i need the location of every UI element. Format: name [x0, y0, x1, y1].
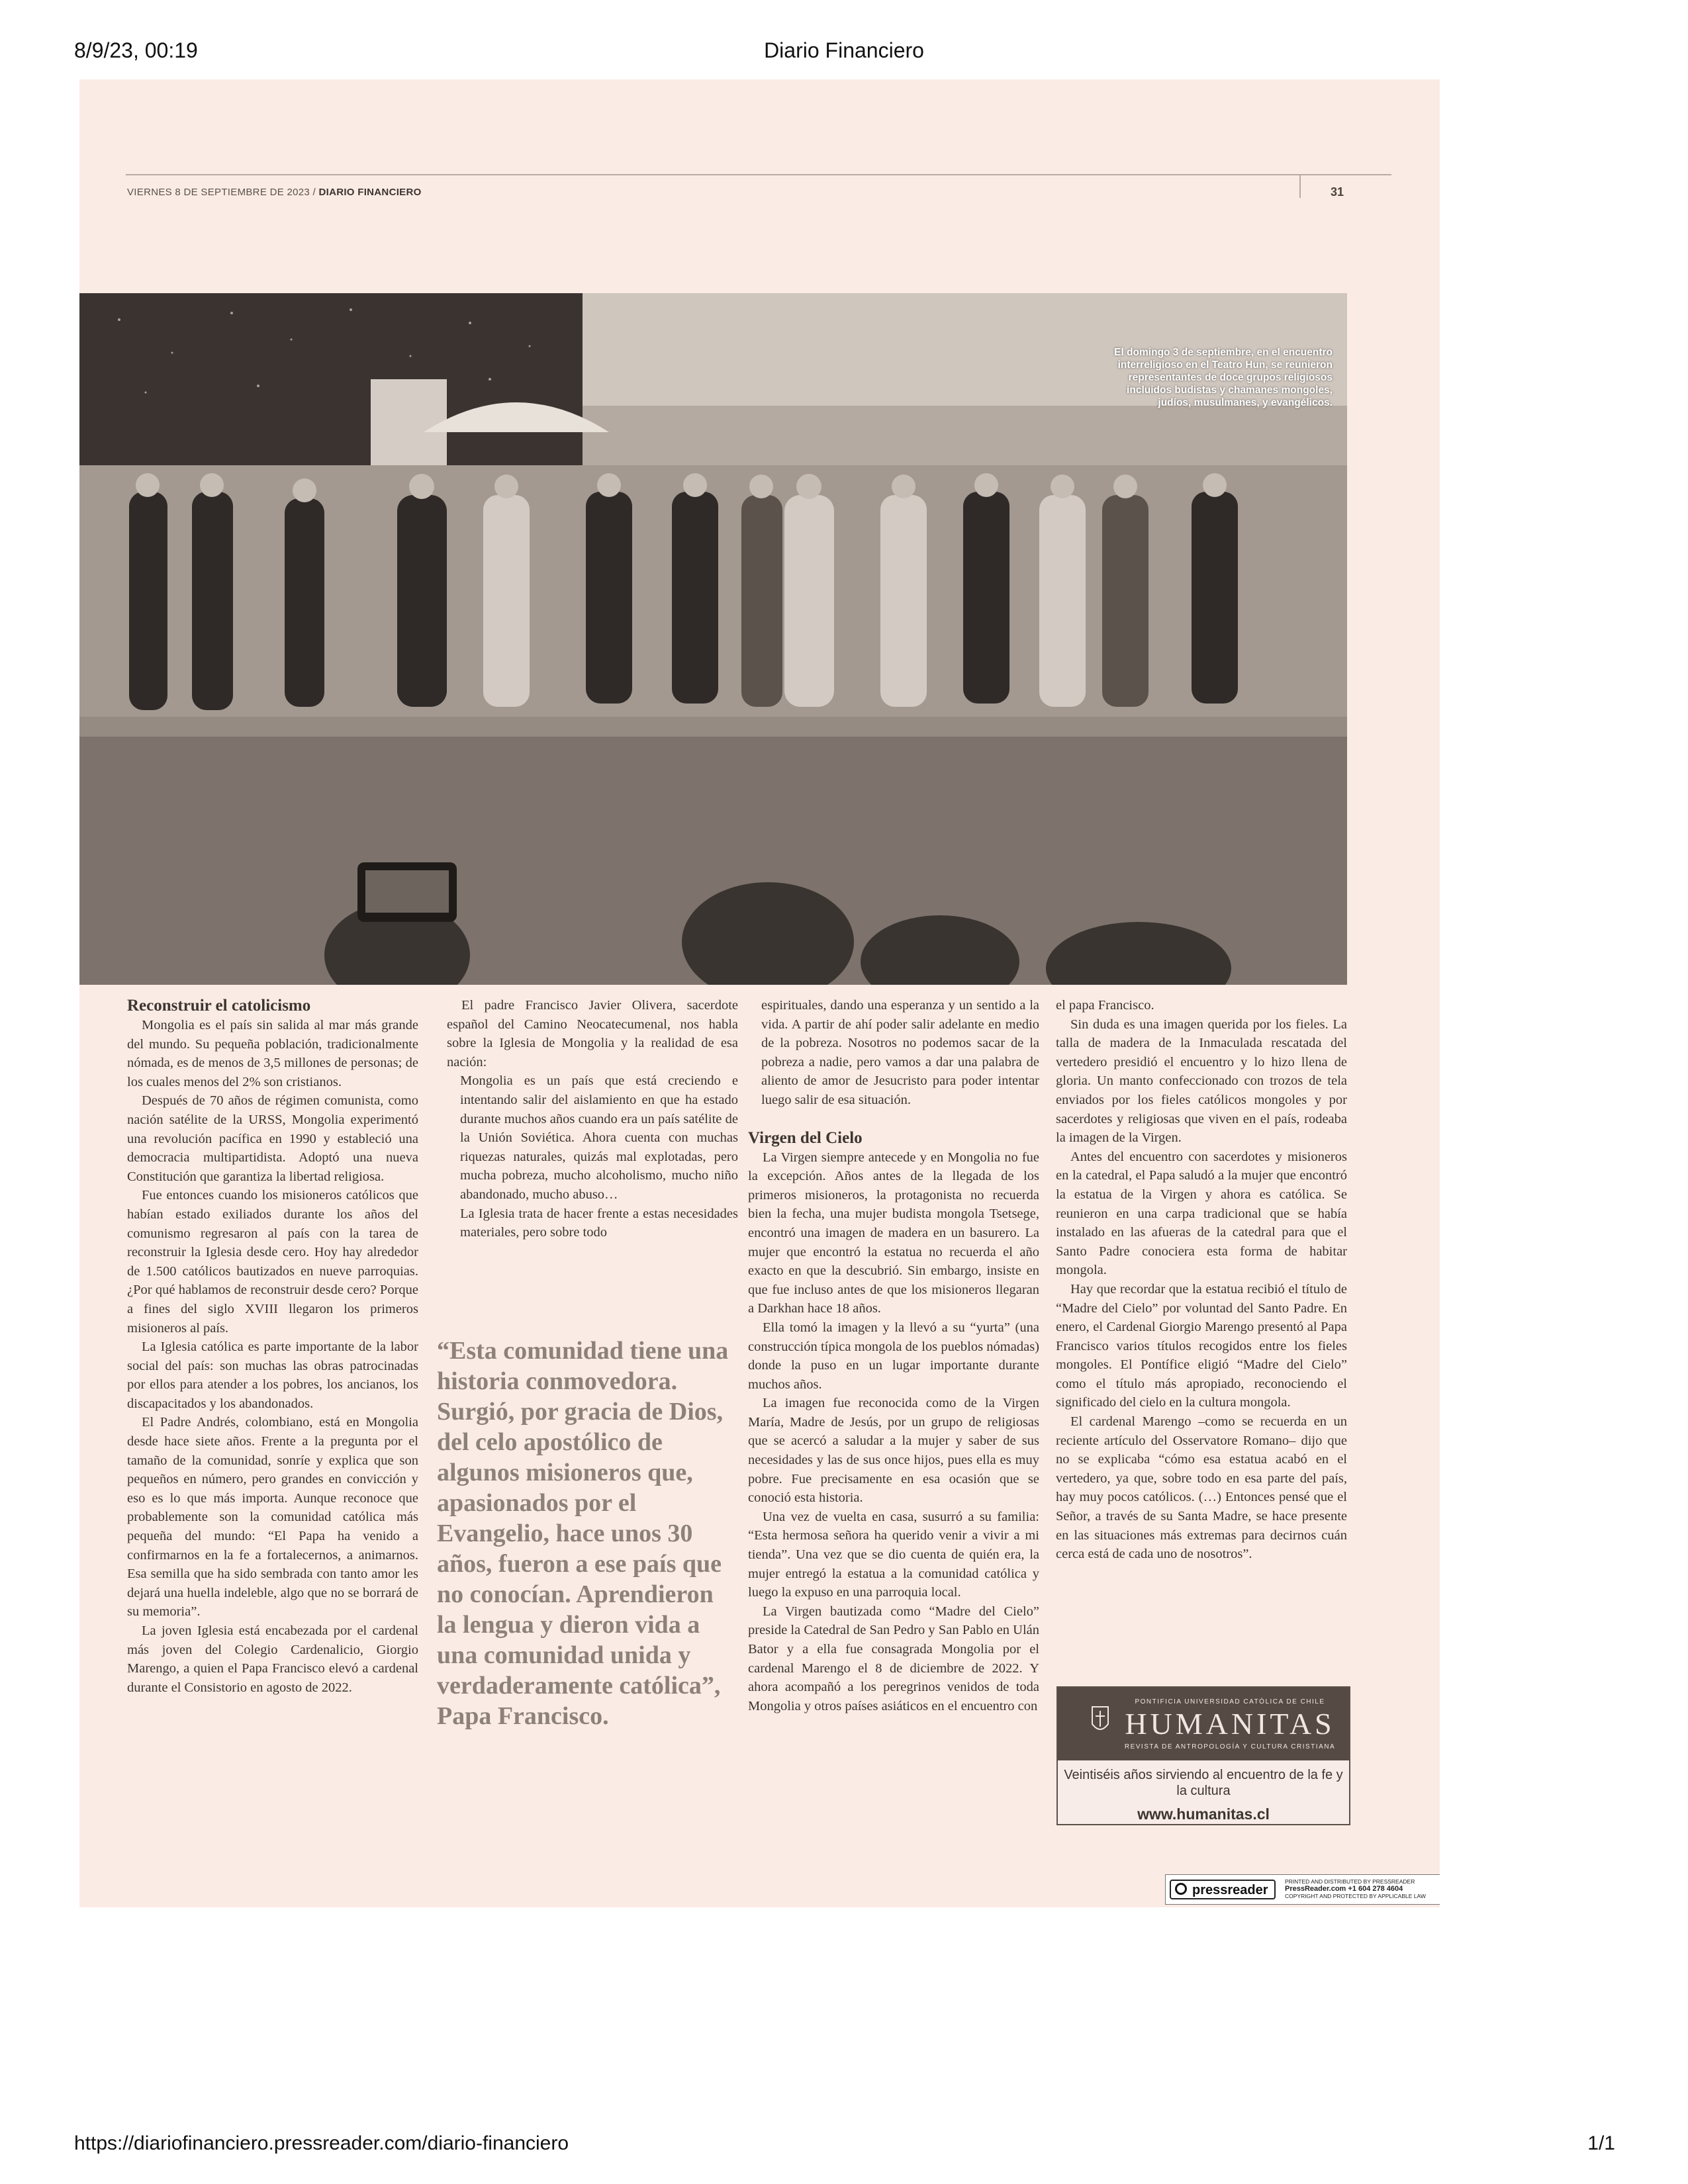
- paragraph: El cardenal Marengo –como se recuerda en un reciente artículo del Osservatore Romano– dijo que no se explicaba “cómo esa estatua acabó en el vertedero, ya que, sobre todo en esa parte del país, hay muy pocos católicos. (…) Entonces pensé que el Señor, a través de su Santa Madre, se hace presente en las situaciones más extremas para decirnos cuán cerca está de cada uno de nosotros”.: [1056, 1414, 1347, 1562]
- paragraph: Sin duda es una imagen querida por los fieles. La talla de madera de la Inmaculada rescatada del vertedero presidió el encuentro y lo hizo llena de gloria. Un manto confeccionado con trozos de tela enviados por los fieles católicos mongoles y por sacerdotes y religiosas que viven en el país, rodeaba la imagen de la Virgen.: [1056, 1017, 1347, 1146]
- print-url: https://diariofinanciero.pressreader.com/diario-financiero: [74, 2132, 569, 2154]
- paragraph: Después de 70 años de régimen comunista, como nación satélite de la URSS, Mongolia experimentó una revolución pacífica en 1990 y estableció una democracia multipartidista. Adoptó una nueva Constitución que garantiza la libertad religiosa.: [127, 1093, 418, 1184]
- header-rule: [126, 174, 1391, 175]
- paragraph: Hay que recordar que la estatua recibió el título de “Madre del Cielo” por voluntad del Santo Padre. En enero, el Cardenal Giorgio Marengo presentó al Papa Francisco varios títulos recogidos entre los fieles mongoles. El Pontífice eligió “Madre del Cielo” como el título más apropiado, reconociendo el significado del cielo en la cultura mongola.: [1056, 1281, 1347, 1410]
- print-footer: [0, 2132, 1688, 2165]
- print-header: [0, 38, 1688, 71]
- ad-subtitle: REVISTA DE ANTROPOLOGÍA Y CULTURA CRISTIANA: [1124, 1743, 1336, 1751]
- pressreader-icon: [1175, 1883, 1187, 1895]
- university-crest-icon: [1090, 1704, 1111, 1736]
- paragraph: Antes del encuentro con sacerdotes y misioneros en la catedral, el Papa saludó a la mujer que encontró la estatua de la Virgen y ahora es católica. Se reunieron en una carpa tradicional que se había instalado en las afueras de la catedral para que el Santo Padre conociera esta forma de habitar mongola.: [1056, 1149, 1347, 1278]
- print-date: 8/9/23, 00:19: [74, 38, 198, 62]
- folio: [127, 187, 422, 198]
- header-tick: [1299, 174, 1301, 198]
- paragraph: Una vez de vuelta en casa, susurró a su familia: “Esta hermosa señora ha querido venir a vivir a mi tienda”. Una vez que se dio cuenta de quién era, la mujer entregó la estatua a la comunidad católica y luego la expuso en una parroquia local.: [748, 1509, 1039, 1600]
- folio-publication: DIARIO FINANCIERO: [318, 187, 422, 198]
- paragraph: Mongolia es el país sin salida al mar más grande del mundo. Su pequeña población, tradicionalmente nómada, es de menos de 3,5 millones de personas; de los cuales menos del 2% son cristianos.: [127, 1018, 418, 1089]
- photo-caption: El domingo 3 de septiembre, en el encuentro interreligioso en el Teatro Hun, se reunieron representantes de doce grupos religiosos incluidos budistas y chamanes mongoles, judíos, musulmanes, y evangélicos.: [1114, 347, 1333, 408]
- pressreader-logo[interactable]: [1170, 1880, 1276, 1899]
- quote-paragraph: La Iglesia trata de hacer frente a estas necesidades materiales, pero sobre todo: [460, 1206, 738, 1240]
- article-column-1: [127, 996, 418, 1697]
- paragraph: La joven Iglesia está encabezada por el cardenal más joven del Colegio Cardenalicio, Giorgio Marengo, a quien el Papa Francisco elevó a cardenal durante el Consistorio en agosto de 2022.: [127, 1623, 418, 1695]
- humanitas-ad[interactable]: [1056, 1686, 1350, 1825]
- indented-quote: [447, 1071, 738, 1242]
- lead-photo: [79, 293, 1347, 985]
- paragraph: La Iglesia católica es parte importante de la labor social del país: son muchas las obras patrocinadas por ellos para atender a los pobres, los ancianos, los discapacitados y los abandonados.: [127, 1340, 418, 1411]
- page-number: 31: [1331, 185, 1344, 199]
- paragraph: El padre Francisco Javier Olivera, sacerdote español del Camino Neocatecumenal, nos habla sobre la Iglesia de Mongolia y la realidad de esa nación:: [447, 998, 738, 1069]
- article-column-4: [1056, 996, 1347, 1564]
- paragraph: La Virgen siempre antecede y en Mongolia no fue la excepción. Años antes de la llegada de los primeros misioneros, la protagonista no recuerda bien la fecha, una mujer budista mongola Tsetsege, encontró una imagen de madera en un basurero. La mujer que encontró la estatua no recuerda el año exacto en que la descubrió. Sin embargo, insiste en que fue incluso antes de que los misioneros llegaran a Darkhan hace 18 años.: [748, 1150, 1039, 1316]
- folio-date: VIERNES 8 DE SEPTIEMBRE DE 2023 /: [127, 187, 316, 198]
- paragraph: La Virgen bautizada como “Madre del Cielo” preside la Catedral de San Pedro y San Pablo en Ulán Bator y a ella fue consagrada Mongolia por el cardenal Marengo el 8 de diciembre de 2022. Y ahora acompañó a los peregrinos venidos de toda Mongolia y otros países asiáticos en el encuentro con: [748, 1604, 1039, 1713]
- ad-url[interactable]: www.humanitas.cl: [1137, 1805, 1270, 1823]
- pressreader-logo-text: pressreader: [1192, 1883, 1268, 1897]
- quote-paragraph: Mongolia es un país que está creciendo e intentando salir del aislamiento en que ha estado durante muchos años cuando era un país satélite de la Unión Soviética. Ahora cuenta con muchas riquezas naturales, quizás mal explotadas, pero mucha pobreza, mucho alcoholismo, mucho niño abandonado, mucho abuso…: [460, 1073, 738, 1202]
- section-heading-virgen: Virgen del Cielo: [748, 1128, 863, 1147]
- paragraph: Ella tomó la imagen y la llevó a su “yurta” (una construcción típica mongola de los pueblos nómadas) donde la puso en un lugar importante durante muchos años.: [748, 1320, 1039, 1392]
- ad-tagline: Veintiséis años sirviendo al encuentro de la fe y la cultura: [1064, 1768, 1343, 1798]
- print-page-count: 1/1: [1587, 2132, 1615, 2154]
- ad-university: PONTIFICIA UNIVERSIDAD CATÓLICA DE CHILE: [1135, 1698, 1325, 1706]
- pressreader-line: COPYRIGHT AND PROTECTED BY APPLICABLE LAW: [1285, 1893, 1426, 1899]
- paragraph: La imagen fue reconocida como de la Virgen María, Madre de Jesús, por un grupo de religiosas que se acercó a saludar a la mujer y saber de sus necesidades y las de sus once hijos, pues ella es muy pobre. Fue precisamente en esa ocasión que se conoció esta historia.: [748, 1396, 1039, 1506]
- section-heading-reconstruir: Reconstruir el catolicismo: [127, 997, 311, 1015]
- article-column-2: [447, 996, 738, 1242]
- paragraph: el papa Francisco.: [1056, 998, 1154, 1013]
- pressreader-line: PRINTED AND DISTRIBUTED BY PRESSREADER: [1285, 1878, 1415, 1885]
- paragraph: El Padre Andrés, colombiano, está en Mongolia desde hace siete años. Frente a la pregunta por el tamaño de la comunidad, sonríe y explica que son pequeños en número, pero grandes en convicción y eso es lo que más importa. Aunque reconoce que probablemente son la comunidad católica más pequeña del mundo: “El Papa ha venido a confirmarnos en la fe a fortalecernos, a animarnos. Esa semilla que ha sido sembrada con tanto amor les dejará una huella indeleble, algo que no se borrará de su memoria”.: [127, 1415, 418, 1619]
- pull-quote: “Esta comunidad tiene una historia conmovedora. Surgió, por gracia de Dios, del celo apostólico de algunos misioneros que, apasionados por el Evangelio, hace unos 30 años, fueron a ese país que no conocían. Aprendieron la lengua y dieron vida a una comunidad unida y verdaderamente católica”, Papa Francisco.: [437, 1337, 729, 1730]
- newspaper-page: [79, 79, 1440, 1907]
- pressreader-contact: PressReader.com +1 604 278 4604: [1285, 1885, 1403, 1893]
- indented-quote: [748, 996, 1039, 1110]
- ad-banner: [1058, 1688, 1349, 1760]
- quote-paragraph: espirituales, dando una esperanza y un sentido a la vida. A partir de ahí poder salir adelante en medio de la pobreza. Nosotros no podemos sacar de la pobreza a nadie, pero vamos a dar una palabra de aliento de amor de Jesucristo para poder intentar luego salir de esa situación.: [761, 998, 1039, 1107]
- pressreader-badge[interactable]: [1165, 1874, 1440, 1905]
- paragraph: Fue entonces cuando los misioneros católicos que habían estado exiliados durante los años del comunismo regresaron al país con la tarea de reconstruir la Iglesia desde cero. Hoy hay alrededor de 1.500 católicos bautizados en nueve parroquias. ¿Por qué hablamos de reconstruir desde cero? Porque a fines del siglo XVIII llegaron los primeros misioneros al país.: [127, 1188, 418, 1336]
- ad-brand: HUMANITAS: [1125, 1707, 1335, 1741]
- print-title: Diario Financiero: [764, 38, 924, 62]
- article-column-3: [748, 996, 1039, 1715]
- pressreader-legal: [1285, 1878, 1426, 1900]
